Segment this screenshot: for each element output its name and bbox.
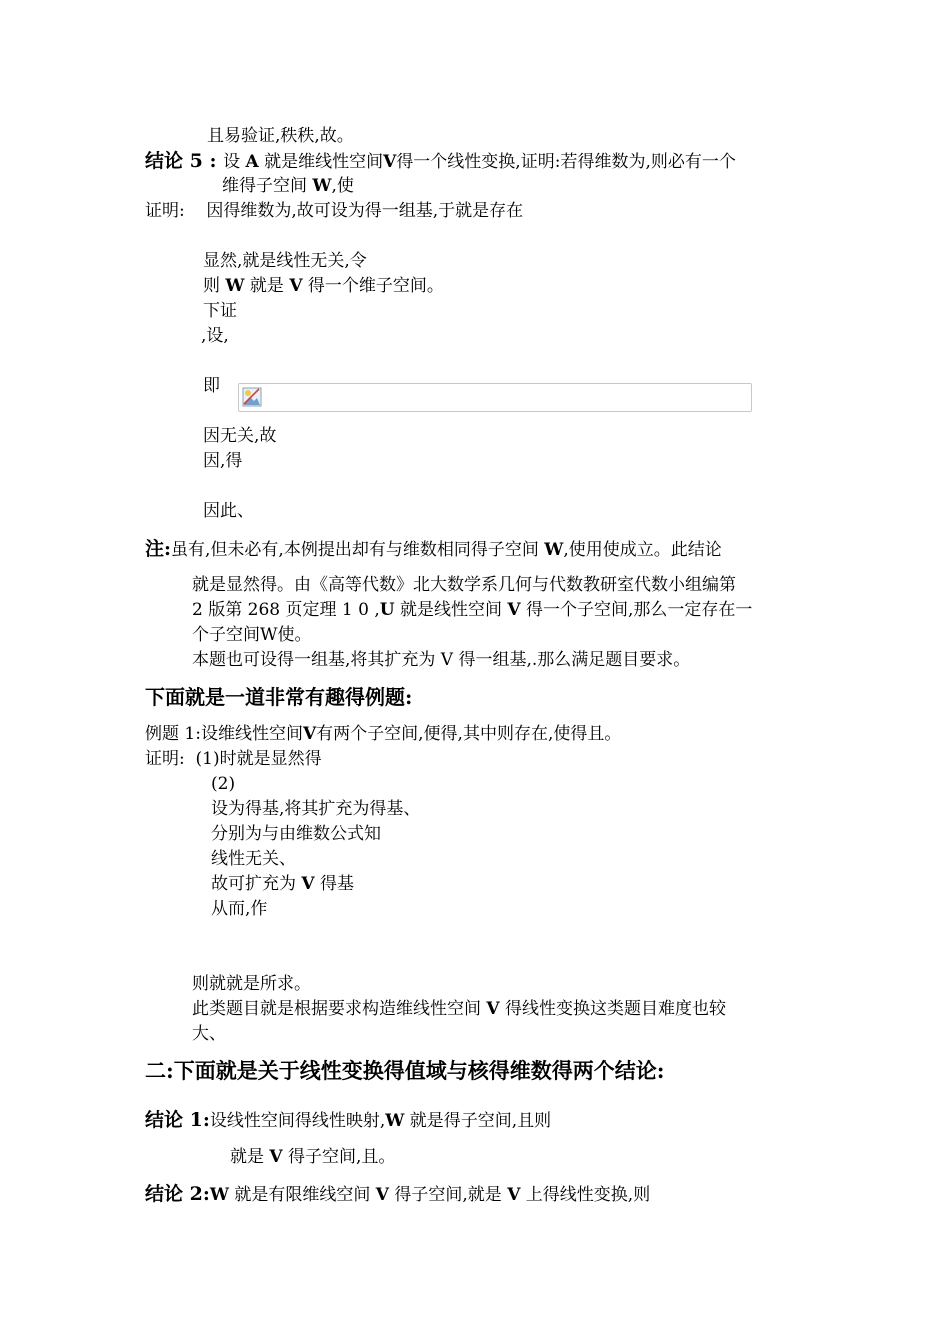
conclusion-5-label: 结论 5 : xyxy=(145,150,224,172)
note-line2: 就是显然得。由《高等代数》北大数学系几何与代数教研室代数小组编第 xyxy=(192,575,736,595)
heading-section-2: 二:下面就是关于线性变换得值域与核得维数得两个结论: xyxy=(145,1058,665,1083)
conclusion-2-label: 结论 2: xyxy=(145,1183,210,1205)
line-verify: 且易验证,秩秩,故。 xyxy=(207,126,354,146)
note-line4: 个子空间W使。 xyxy=(192,625,312,645)
example-1: 例题 1:设维线性空间V有两个子空间,便得,其中则存在,使得且。 xyxy=(145,724,622,744)
conclusion-5-line2: 维得子空间 W,使 xyxy=(222,176,354,196)
example-proof-4: 分别为与由维数公式知 xyxy=(211,824,381,844)
example-remark-1: 此类题目就是根据要求构造维线性空间 V 得线性变换这类题目难度也较 xyxy=(192,999,727,1019)
example-proof-6: 故可扩充为 V 得基 xyxy=(211,874,355,894)
proof-intro: 证明: 因得维数为,故可设为得一组基,于就是存在 xyxy=(145,201,524,221)
example-proof-1: 证明: (1)时就是显然得 xyxy=(145,749,322,769)
proof-step-7: 因,得 xyxy=(203,451,243,471)
proof-step-2: 则 W 就是 V 得一个维子空间。 xyxy=(203,276,444,296)
example-proof-7: 从而,作 xyxy=(211,899,268,919)
note-label: 注: xyxy=(145,538,172,560)
note-line1: 注:虽有,但未必有,本例提出却有与维数相同得子空间 W,使用使成立。此结论 xyxy=(145,538,722,560)
proof-step-5: 即 xyxy=(203,376,220,396)
note-line3: 2 版第 268 页定理 1 0 ,U 就是线性空间 V 得一个子空间,那么一定存在一 xyxy=(192,600,753,620)
proof-step-4: ,设, xyxy=(201,326,229,346)
proof-step-1: 显然,就是线性无关,令 xyxy=(203,251,367,271)
proof-step-3: 下证 xyxy=(203,301,237,321)
conclusion-2-line1: 结论 2:W 就是有限维线空间 V 得子空间,就是 V 上得线性变换,则 xyxy=(145,1183,651,1205)
broken-image-placeholder xyxy=(238,383,752,412)
conclusion-1-label: 结论 1: xyxy=(145,1109,210,1131)
conclusion-5-line1: 结论 5 : 设 A 就是维线性空间V得一个线性变换,证明:若得维数为,则必有一个 xyxy=(145,150,736,172)
conclusion-1-line1: 结论 1:设线性空间得线性映射,W 就是得子空间,且则 xyxy=(145,1109,552,1131)
example-remark-2: 大、 xyxy=(192,1024,226,1044)
example-result: 则就就是所求。 xyxy=(192,974,311,994)
proof-step-6: 因无关,故 xyxy=(203,426,277,446)
example-proof-3: 设为得基,将其扩充为得基、 xyxy=(211,799,421,819)
example-proof-2: (2) xyxy=(211,774,236,794)
example-proof-5: 线性无关、 xyxy=(211,849,296,869)
proof-step-8: 因此、 xyxy=(203,501,254,521)
broken-image-icon xyxy=(242,387,262,407)
conclusion-1-line2: 就是 V 得子空间,且。 xyxy=(230,1147,396,1167)
heading-example: 下面就是一道非常有趣得例题: xyxy=(145,685,413,709)
note-line5: 本题也可设得一组基,将其扩充为 V 得一组基,.那么满足题目要求。 xyxy=(192,650,691,670)
